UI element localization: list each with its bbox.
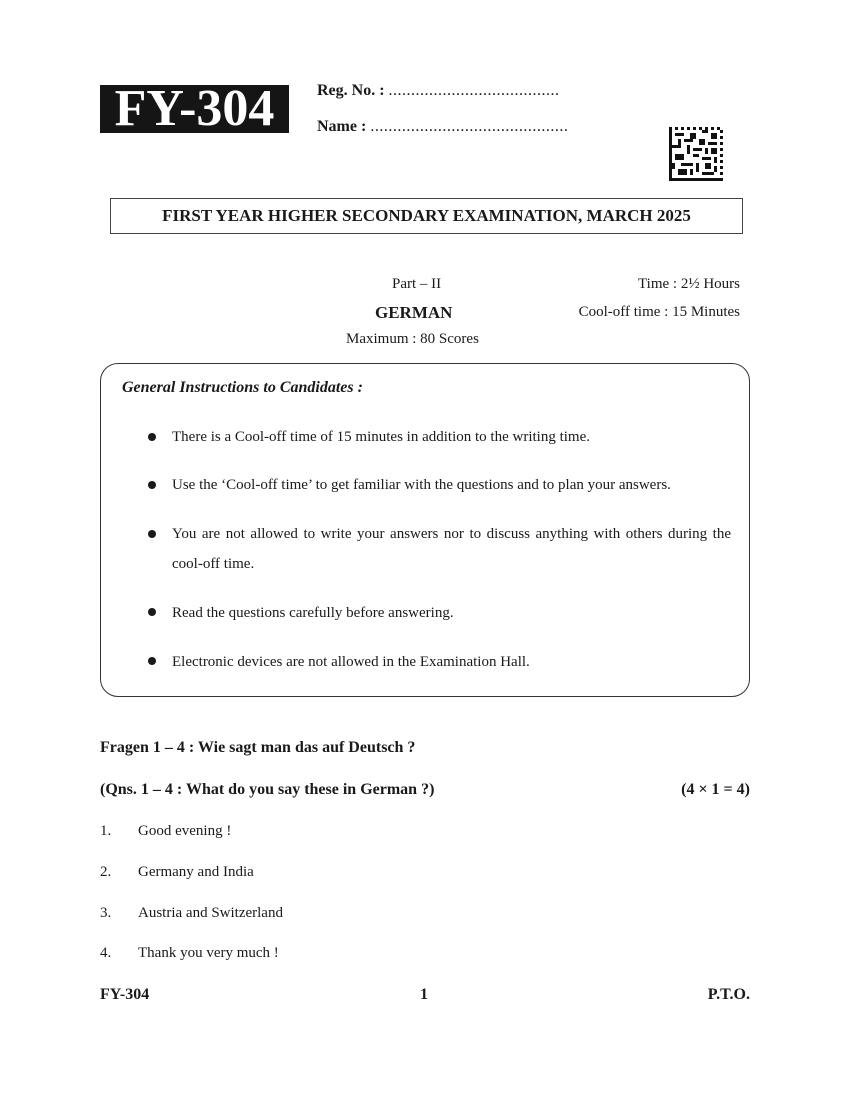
pto-label: P.T.O. [707,986,750,1003]
question-text: Germany and India [138,864,254,880]
reg-no-blank: ...................................... [388,82,560,99]
bullet-icon [148,433,156,441]
bullet-icon [148,481,156,489]
paper-code-badge: FY-304 [100,85,289,133]
question-text: Austria and Switzerland [138,905,283,921]
instruction-item: Use the ‘Cool-off time’ to get familiar with the questions and to plan your answers. [172,477,671,493]
question-text: Good evening ! [138,823,232,839]
datamatrix-code-icon [669,127,723,181]
page-number: 1 [420,986,428,1003]
question-text: Thank you very much ! [138,945,279,961]
name-field [317,118,568,136]
subject-title: GERMAN [375,303,453,322]
instruction-item: You are not allowed to write your answers nor to discuss anything with others during the cool-off time. [172,526,731,572]
english-section-heading: (Qns. 1 – 4 : What do you say these in German ?) [100,781,435,798]
question-number: 3. [100,905,112,921]
section-marks: (4 × 1 = 4) [681,781,750,798]
name-label: Name : [317,118,367,135]
instruction-item: There is a Cool-off time of 15 minutes in addition to the writing time. [172,429,590,445]
reg-no-field [317,82,560,100]
bullet-icon [148,657,156,665]
question-number: 4. [100,945,112,961]
question-number: 1. [100,823,112,839]
name-blank: ............................................ [370,118,569,135]
maximum-scores: Maximum : 80 Scores [346,331,479,347]
instructions-title: General Instructions to Candidates : [122,379,363,396]
exam-title: FIRST YEAR HIGHER SECONDARY EXAMINATION, MARCH 2025 [110,198,743,234]
footer-code: FY-304 [100,986,150,1003]
reg-no-label: Reg. No. : [317,82,385,99]
question-number: 2. [100,864,112,880]
cool-off-time: Cool-off time : 15 Minutes [578,304,740,320]
part-label: Part – II [392,276,442,292]
exam-time: Time : 2½ Hours [638,276,740,292]
bullet-icon [148,608,156,616]
instruction-item: Electronic devices are not allowed in the Examination Hall. [172,654,530,670]
instruction-item: Read the questions carefully before answering. [172,605,454,621]
bullet-icon [148,530,156,538]
german-section-heading: Fragen 1 – 4 : Wie sagt man das auf Deutsch ? [100,739,416,756]
